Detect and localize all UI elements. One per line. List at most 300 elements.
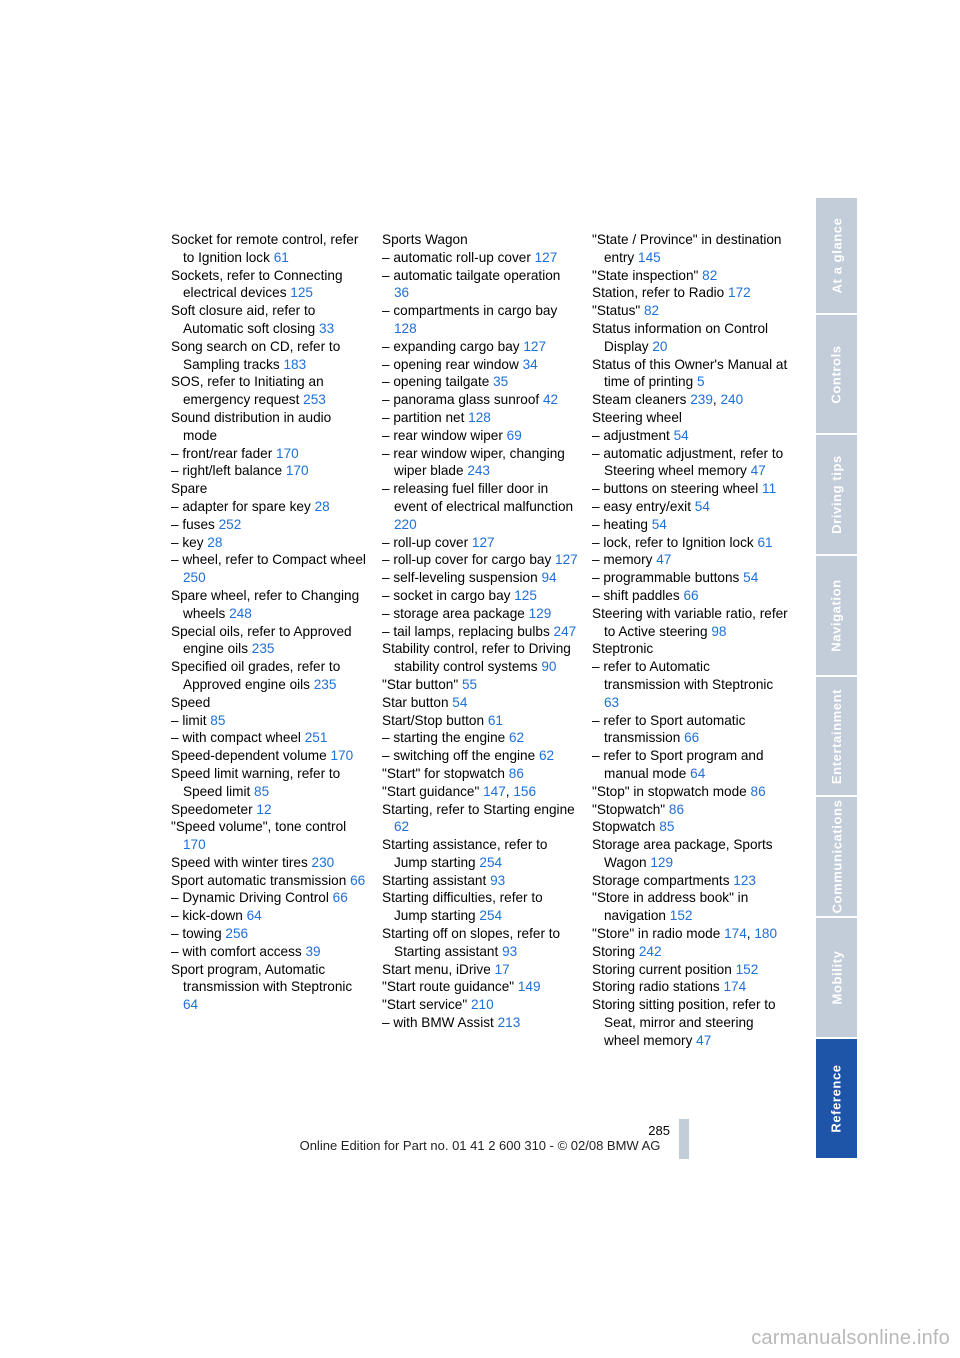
index-entry — [171, 658, 367, 694]
page-link[interactable]: 90 — [541, 659, 557, 675]
index-entry — [382, 978, 578, 996]
index-entry-text: – automatic tailgate operation — [382, 267, 561, 283]
index-entry-text: – with BMW Assist — [382, 1015, 494, 1031]
index-entry-text: Star button — [382, 694, 449, 710]
index-entry-text: – storage area package — [382, 605, 525, 621]
index-column-3 — [592, 231, 788, 1050]
page-link[interactable]: 85 — [210, 712, 226, 728]
page-link[interactable]: 174 — [724, 926, 747, 942]
page-link[interactable]: 11 — [762, 481, 777, 497]
index-entry-text: Speed-dependent volume — [171, 748, 327, 764]
index-entry-text: Starting assistant — [382, 872, 487, 888]
index-entry-text: – roll-up cover — [382, 534, 469, 550]
page-link[interactable]: 36 — [394, 285, 410, 301]
index-column-1 — [171, 231, 367, 1014]
index-entry — [592, 801, 788, 819]
page-link[interactable]: 242 — [638, 943, 662, 959]
index-entry — [382, 694, 578, 712]
page-link[interactable]: 156 — [513, 783, 537, 799]
index-entry-text: Speed with winter tires — [171, 854, 308, 870]
index-entry-text: – lock, refer to Ignition lock — [592, 534, 754, 550]
index-entry-text: Status information on Control Display — [592, 320, 769, 354]
index-entry — [171, 587, 367, 623]
page-link[interactable]: 235 — [313, 676, 337, 692]
index-entry — [592, 783, 788, 801]
page-link[interactable]: 47 — [656, 552, 672, 568]
page-link[interactable]: 94 — [541, 570, 557, 586]
index-entry — [382, 996, 578, 1014]
index-entry — [592, 534, 788, 552]
page-link[interactable]: 253 — [303, 392, 326, 408]
index-entry — [592, 231, 788, 267]
index-entry — [382, 551, 578, 569]
page-link[interactable]: 220 — [394, 516, 417, 532]
index-entry-text: Sport program, Automatic transmission with Steptronic — [171, 961, 353, 995]
index-entry-text: "Start service" — [382, 997, 468, 1013]
index-entry — [171, 338, 367, 374]
index-entry — [171, 801, 367, 819]
index-entry-text: Station, refer to Radio — [592, 285, 725, 301]
index-entry — [382, 801, 578, 837]
page-link[interactable]: 86 — [668, 801, 685, 817]
index-entry-text: – adjustment — [592, 427, 670, 443]
index-entry — [382, 640, 578, 676]
page-link[interactable]: 247 — [553, 623, 577, 639]
index-entry — [592, 267, 788, 285]
page-link[interactable]: 35 — [493, 374, 509, 390]
index-entry-text: Speedometer — [171, 801, 253, 817]
index-column-2 — [382, 231, 578, 1032]
section-tab-navigation[interactable] — [816, 556, 857, 675]
index-entry-text: Sport automatic transmission — [171, 872, 347, 888]
index-entry — [382, 338, 578, 356]
index-entry — [171, 765, 367, 801]
index-entry — [382, 445, 578, 481]
index-entry-text: Steam cleaners — [592, 392, 687, 408]
index-entry-text: Speed limit warning, refer to Speed limit — [171, 765, 341, 799]
page-link[interactable]: 66 — [684, 730, 700, 746]
index-entry-text: Starting assistance, refer to Jump starting — [382, 837, 548, 870]
index-entry — [171, 694, 367, 712]
page-link[interactable]: 256 — [225, 926, 249, 942]
section-tab-label: Entertainment — [829, 688, 845, 784]
index-entry — [592, 587, 788, 605]
index-entry-text: Sound distribution in audio mode — [171, 409, 332, 443]
watermark: carmanualsonline.info — [751, 1327, 950, 1349]
index-entry — [382, 925, 578, 961]
index-entry-text: – automatic roll-up cover — [382, 249, 531, 265]
section-tab-driving-tips[interactable] — [816, 435, 857, 554]
index-entry — [592, 872, 788, 890]
section-tab-label: Controls — [829, 344, 844, 404]
index-entry-text: Storage compartments — [592, 872, 730, 888]
page-link[interactable]: 170 — [183, 837, 206, 853]
index-entry-text: – panorama glass sunroof — [382, 392, 540, 408]
page-link[interactable]: 62 — [394, 819, 410, 835]
index-entry — [592, 836, 788, 872]
page-link[interactable]: 230 — [311, 854, 335, 870]
page-link[interactable]: 61 — [487, 712, 503, 728]
index-entry — [382, 765, 578, 783]
index-entry-text: – starting the engine — [382, 730, 506, 746]
page-link[interactable]: 125 — [290, 285, 313, 301]
index-entry — [382, 391, 578, 409]
page-link[interactable]: 127 — [471, 534, 495, 550]
page-link[interactable]: 54 — [673, 427, 689, 443]
page-link[interactable]: 69 — [506, 427, 522, 443]
index-entry-text: – compartments in cargo bay — [382, 303, 558, 319]
index-entry — [592, 284, 788, 302]
index-entry — [382, 729, 578, 747]
index-entry — [592, 551, 788, 569]
page-link[interactable]: 235 — [251, 641, 275, 657]
page-link[interactable]: 64 — [183, 997, 199, 1013]
index-entry-text: "Store" in radio mode — [592, 926, 721, 942]
index-entry-text: – shift paddles — [592, 587, 680, 603]
index-entry — [592, 445, 788, 481]
index-entry-text: Storing radio stations — [592, 979, 720, 995]
index-entry-text: Starting, refer to Starting engine — [382, 801, 575, 817]
index-entry-text: Storing — [592, 943, 636, 959]
index-entry-text: – right/left balance — [171, 463, 283, 479]
index-entry-text: Song search on CD, refer to Sampling tracks — [171, 338, 341, 372]
index-entry-text: – refer to Sport program and manual mode — [592, 748, 764, 781]
page-link[interactable]: 170 — [330, 748, 354, 764]
index-entry — [592, 712, 788, 748]
index-entry-text: "Start" for stopwatch — [382, 765, 505, 781]
index-entry — [382, 569, 578, 587]
page-link[interactable]: 180 — [754, 926, 778, 942]
index-entry-text: "Start guidance" — [382, 783, 480, 799]
page-link[interactable]: 47 — [696, 1032, 712, 1048]
index-entry-text: – fuses — [171, 516, 215, 532]
index-entry-text: – switching off the engine — [382, 748, 536, 764]
page-link[interactable]: 170 — [285, 463, 309, 479]
index-entry-text: Stopwatch — [592, 819, 656, 835]
index-entry — [382, 1014, 578, 1032]
page-link[interactable]: 20 — [652, 338, 668, 354]
index-entry — [592, 943, 788, 961]
page-link[interactable]: 127 — [523, 338, 547, 354]
index-entry: Steam cleaners 239, 240 — [592, 392, 744, 408]
index-entry-text: – easy entry/exit — [592, 498, 691, 514]
index-entry — [171, 872, 367, 890]
index-entry-text: "Stopwatch" — [592, 801, 666, 817]
page-link[interactable]: 42 — [542, 392, 559, 408]
index-entry — [592, 961, 788, 979]
page-link[interactable]: 28 — [314, 498, 330, 514]
page-link[interactable]: 34 — [522, 356, 538, 372]
page-link[interactable]: 62 — [538, 748, 555, 764]
index-entry — [592, 889, 788, 925]
index-entry-text: Storage area package, Sports Wagon — [592, 837, 773, 870]
index-entry — [592, 747, 788, 783]
index-entry-text: "State inspection" — [592, 267, 699, 283]
index-entry — [592, 640, 788, 658]
index-entry — [171, 267, 367, 303]
index-entry-text: – self-leveling suspension — [382, 570, 538, 586]
page-link[interactable]: 55 — [461, 676, 478, 692]
index-entry-text: Start/Stop button — [382, 712, 485, 728]
index-entry — [592, 498, 788, 516]
index-entry — [382, 409, 578, 427]
index-entry-text: "Start route guidance" — [382, 979, 515, 995]
page-link[interactable]: 252 — [218, 516, 242, 532]
index-entry-text: Storing current position — [592, 961, 732, 977]
index-entry-text: – opening tailgate — [382, 374, 490, 390]
index-entry-text: Soft closure aid, refer to Automatic soft closing — [171, 303, 316, 336]
page-link[interactable]: 243 — [467, 463, 490, 479]
index-entry — [382, 747, 578, 765]
section-tab-at-a-glance[interactable] — [816, 198, 857, 313]
index-entry — [592, 658, 788, 711]
section-tab-label: Communications — [829, 799, 845, 914]
section-tab-label: Driving tips — [829, 455, 844, 534]
index-entry-text: Steptronic — [592, 641, 654, 657]
index-entry-text: "Stop" in stopwatch mode — [592, 783, 747, 799]
page-link[interactable]: 66 — [332, 890, 348, 906]
index-entry — [382, 889, 578, 925]
index-entry — [382, 961, 578, 979]
index-entry — [592, 605, 788, 641]
index-entry — [592, 818, 788, 836]
page-link[interactable]: 62 — [508, 730, 525, 746]
index-entry — [171, 961, 367, 1014]
index-entry — [592, 569, 788, 587]
page-link[interactable]: 254 — [479, 908, 503, 924]
index-entry-text: – memory — [592, 552, 653, 568]
index-entry — [382, 356, 578, 374]
index-entry-text: Steering with variable ratio, refer to Active steering — [592, 605, 788, 639]
page-link[interactable]: 86 — [508, 765, 524, 781]
index-entry-text: – rear window wiper, changing wiper blade — [382, 445, 565, 479]
index-entry-text: – refer to Automatic transmission with Steptronic — [592, 659, 774, 692]
page-link[interactable]: 127 — [534, 249, 558, 265]
page-link[interactable]: 64 — [690, 765, 706, 781]
page-link[interactable]: 152 — [735, 961, 759, 977]
page-link[interactable]: 66 — [350, 872, 366, 888]
index-entry-text: – kick-down — [171, 908, 243, 924]
page-link[interactable]: 86 — [750, 783, 766, 799]
index-entry: "Store" in radio mode 174, 180 — [592, 926, 778, 942]
page-link[interactable]: 248 — [229, 605, 252, 621]
index-entry — [171, 445, 367, 463]
index-entry — [592, 480, 788, 498]
page-link[interactable]: 39 — [305, 943, 321, 959]
page-link[interactable]: 54 — [694, 498, 710, 514]
page-link[interactable]: 63 — [604, 694, 620, 710]
index-entry — [171, 373, 367, 409]
index-entry-text: – opening rear window — [382, 356, 519, 372]
section-tab-label: Mobility — [829, 950, 844, 1005]
index-entry — [382, 676, 578, 694]
index-entry-text: – wheel, refer to Compact wheel — [171, 552, 366, 568]
index-entry — [592, 996, 788, 1049]
page-link[interactable]: 128 — [394, 320, 417, 336]
index-entry-text: Starting off on slopes, refer to Starting assistant — [382, 926, 561, 959]
index-entry-text: Stability control, refer to Driving stability control systems — [382, 641, 571, 675]
index-entry-text: – tail lamps, replacing bulbs — [382, 623, 550, 639]
section-tab-mobility[interactable] — [816, 918, 857, 1037]
page-link[interactable]: 170 — [276, 445, 299, 461]
index-entry — [171, 925, 367, 943]
index-entry-text: – with compact wheel — [171, 730, 301, 746]
page-link[interactable]: 172 — [728, 285, 751, 301]
index-entry — [592, 978, 788, 996]
index-entry-text: "Star button" — [382, 676, 459, 692]
page-link[interactable]: 12 — [256, 801, 272, 817]
index-entry — [382, 712, 578, 730]
footer-text: Online Edition for Part no. 01 41 2 600 310 - © 02/08 BMW AG — [299, 1138, 661, 1153]
index-entry-text: – buttons on steering wheel — [592, 481, 759, 497]
index-entry-text: "State / Province" in destination entry — [592, 232, 782, 265]
index-entry-text: Sockets, refer to Connecting electrical devices — [171, 267, 343, 301]
page-link[interactable]: 33 — [319, 320, 335, 336]
page-link[interactable]: 98 — [711, 623, 727, 639]
index-entry-text: – with comfort access — [171, 943, 302, 959]
index-entry: "Start guidance" 147, 156 — [382, 783, 537, 799]
index-entry-text: Spare wheel, refer to Changing wheels — [171, 587, 360, 621]
index-entry — [171, 818, 367, 854]
index-entry — [592, 409, 788, 427]
page-link[interactable]: 54 — [743, 570, 759, 586]
index-entry-text: Specified oil grades, refer to Approved engine oils — [171, 659, 341, 692]
page-link[interactable]: 82 — [702, 267, 718, 283]
index-entry — [171, 729, 367, 747]
page-link[interactable]: 129 — [528, 605, 552, 621]
page-link[interactable]: 147 — [483, 783, 506, 799]
page-link[interactable]: 152 — [669, 908, 693, 924]
page-link[interactable]: 127 — [555, 552, 578, 568]
page-link[interactable]: 28 — [207, 534, 223, 550]
page-link[interactable]: 149 — [517, 979, 541, 995]
index-entry — [382, 373, 578, 391]
page-link[interactable]: 54 — [651, 516, 667, 532]
page-link[interactable]: 145 — [638, 249, 661, 265]
page-link[interactable]: 250 — [183, 570, 206, 586]
index-entry — [171, 943, 367, 961]
index-entry — [592, 516, 788, 534]
index-entry-text: – heating — [592, 516, 648, 532]
section-tab-entertainment[interactable] — [816, 677, 857, 795]
page-link[interactable]: 85 — [659, 819, 675, 835]
index-entry — [171, 551, 367, 587]
index-entry — [382, 302, 578, 338]
index-entry-text: – roll-up cover for cargo bay — [382, 552, 552, 568]
index-entry — [592, 302, 788, 320]
index-entry-text: Status of this Owner's Manual at time of printing — [592, 356, 788, 390]
index-entry — [171, 516, 367, 534]
page-link[interactable]: 54 — [452, 694, 468, 710]
page-link[interactable]: 93 — [490, 872, 506, 888]
page-link[interactable]: 17 — [494, 961, 510, 977]
index-entry-text: – key — [171, 534, 204, 550]
section-tab-label: Navigation — [829, 579, 844, 652]
page-link[interactable]: 125 — [514, 587, 537, 603]
index-entry-text: Special oils, refer to Approved engine oils — [171, 623, 352, 657]
page-link[interactable]: 47 — [750, 463, 766, 479]
index-entry — [382, 836, 578, 872]
index-entry — [171, 712, 367, 730]
index-entry — [171, 409, 367, 445]
index-entry — [171, 231, 367, 267]
page-link[interactable]: 240 — [720, 392, 744, 408]
page-number: 285 — [648, 1123, 670, 1138]
index-entry-text: – front/rear fader — [171, 445, 273, 461]
index-entry — [382, 267, 578, 303]
index-entry — [171, 907, 367, 925]
page-link[interactable]: 61 — [757, 534, 773, 550]
index-entry-text: – expanding cargo bay — [382, 338, 520, 354]
page-link[interactable]: 123 — [733, 872, 756, 888]
index-entry-text: – programmable buttons — [592, 570, 740, 586]
index-entry — [171, 854, 367, 872]
section-tab-communications[interactable] — [816, 797, 857, 916]
page-link[interactable]: 254 — [479, 854, 503, 870]
section-tab-label: At a glance — [829, 217, 844, 294]
index-entry-text: Spare — [171, 481, 208, 497]
page-link[interactable]: 128 — [468, 409, 491, 425]
page-link[interactable]: 61 — [273, 249, 289, 265]
index-entry — [171, 747, 367, 765]
index-entry-text: – towing — [171, 926, 222, 942]
index-entry — [382, 587, 578, 605]
page-link[interactable]: 213 — [497, 1015, 521, 1031]
index-entry — [382, 872, 578, 890]
index-entry-text: Speed — [171, 694, 211, 710]
page-link[interactable]: 174 — [723, 979, 747, 995]
index-entry — [592, 356, 788, 392]
index-entry-text: "Status" — [592, 303, 641, 319]
index-entry — [382, 249, 578, 267]
index-entry — [592, 320, 788, 356]
index-entry-text: – releasing fuel filler door in event of electrical malfunction — [382, 481, 574, 514]
index-entry — [171, 480, 367, 498]
index-entry-text: – adapter for spare key — [171, 498, 311, 514]
index-entry — [171, 498, 367, 516]
index-entry — [382, 605, 578, 623]
section-tab-controls[interactable] — [816, 315, 857, 433]
index-entry — [382, 427, 578, 445]
index-entry-text: Sports Wagon — [382, 232, 468, 247]
index-entry — [382, 623, 578, 641]
index-entry — [171, 534, 367, 552]
index-entry-text: Storing sitting position, refer to Seat, mirror and steering wheel memory — [592, 997, 776, 1048]
page-link[interactable]: 210 — [470, 997, 494, 1013]
section-tab-label: Reference — [829, 1064, 844, 1133]
index-entry-text: – automatic adjustment, refer to Steering wheel memory — [592, 445, 784, 479]
page-link[interactable]: 183 — [283, 356, 307, 372]
index-entry-text: – rear window wiper — [382, 427, 503, 443]
page-link[interactable]: 85 — [254, 783, 270, 799]
index-entry — [382, 231, 578, 249]
index-entry-text: SOS, refer to Initiating an emergency request — [171, 374, 324, 408]
page-link[interactable]: 239 — [690, 392, 713, 408]
page-link[interactable]: 93 — [502, 943, 518, 959]
index-entry-text: – partition net — [382, 409, 465, 425]
page-link[interactable]: 64 — [246, 908, 262, 924]
index-entry — [171, 462, 367, 480]
index-entry — [171, 889, 367, 907]
page-link[interactable]: 82 — [643, 303, 660, 319]
page-link[interactable]: 129 — [650, 854, 674, 870]
page-link[interactable]: 66 — [683, 587, 699, 603]
index-entry — [171, 302, 367, 338]
page-link[interactable]: 251 — [304, 730, 328, 746]
section-tabs — [816, 198, 857, 1160]
index-entry-text: – refer to Sport automatic transmission — [592, 712, 746, 746]
page-link[interactable]: 5 — [696, 374, 705, 390]
